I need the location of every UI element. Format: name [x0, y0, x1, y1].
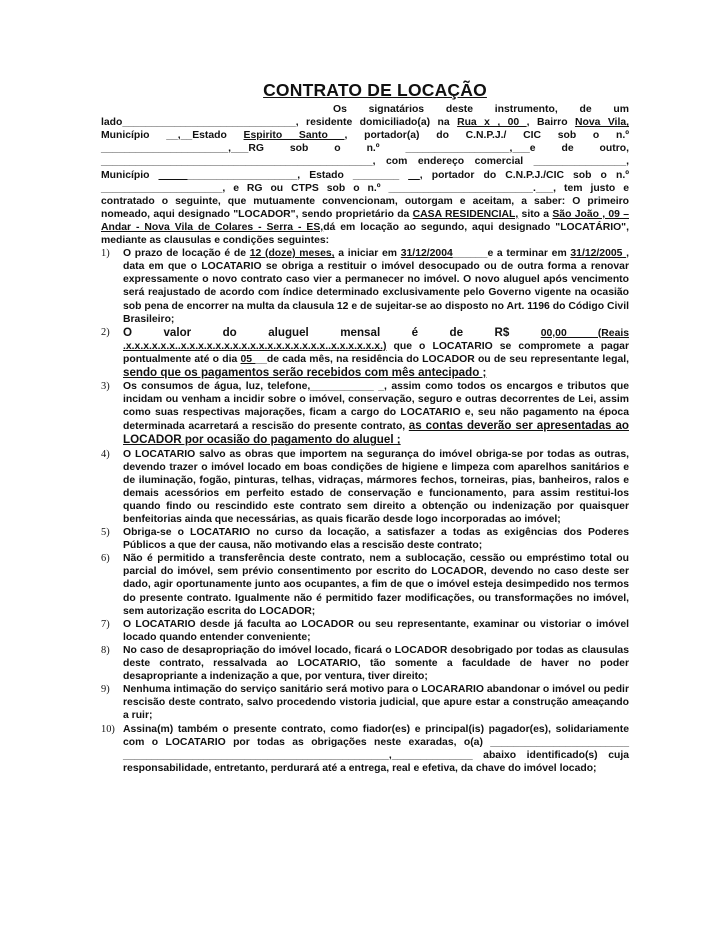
filled-field: 05	[240, 353, 256, 365]
clause-number: 1)	[101, 248, 110, 260]
text-run: __de cada mês, na residência do LOCADOR ou de seu representante legal,	[255, 353, 629, 365]
text-run: Obriga-se o LOCATARIO no curso da locação, a satisfazer a todas as exigências dos Poderes Públicos a que der causa, não motivando elas a rescisão deste contrato;	[123, 527, 629, 552]
clause-number: 8)	[101, 644, 110, 656]
filled-field: Nova Vila,	[574, 117, 629, 129]
filled-field: CASA RESIDENCIAL,	[412, 208, 519, 220]
text-run: ___________________, Estado ________	[187, 169, 409, 181]
clause-number: 6)	[101, 553, 110, 565]
clause-number: 9)	[101, 684, 110, 696]
text-run: dá em locação ao segundo, aqui designado "LOCATÁRIO", mediante as clausulas e condições seguintes:	[101, 221, 629, 247]
clause-number: 4)	[101, 448, 110, 460]
clause-item	[101, 380, 629, 447]
text-run: sito a	[518, 208, 553, 220]
text-run: ______e a terminar em	[452, 248, 571, 260]
filled-field: sendo que os pagamentos serão recebidos com mês antecipado ;	[123, 365, 487, 379]
clause-number: 10)	[101, 723, 115, 735]
text-run: Os consumos de água, luz, telefone,___________ _, assim como todos os encargos e tributos que incidam ou venham a incidir sobre o imóvel, conservação, seguro e outras decorrentes de Lei, assim como suas respectivas majorações, ficam a cargo do LOCATARIO e, seu não pagamento na época determinada acarretará a rescisão do presente contrato,	[123, 381, 629, 433]
clause-number: 3)	[101, 381, 110, 393]
clause-item	[101, 552, 629, 617]
intro-paragraph	[101, 103, 629, 247]
text-run: Não é permitido a transferência deste contrato, nem a sublocação, cessão ou empréstimo total ou parcial do imóvel, sem prévio consentimento por escrito do LOCADOR, devendo no caso deste ser dado, agir oportunamente junto aos ocupantes, a fim de que o imóvel esteja desimpedido nos termos do presente contrato. Igualmente não é permitido fazer modificações, ou transformações no imóvel, sem autorização escrita do LOCADOR;	[123, 553, 629, 617]
text-run: Município __,__Estado	[101, 130, 244, 142]
text-run: Os signatários deste instrumento, de um lado______________________________, residente domiciliado(a) na	[101, 104, 629, 129]
clause-number: 2)	[101, 326, 110, 338]
clause-number: 7)	[101, 618, 110, 630]
text-run: , Bairro	[526, 117, 575, 129]
text-run: , portador do C.N.P.J./CIC sob o n.º _____________________, e RG ou CTPS sob o n.º _________________________.___, tem justo e contratado o seguinte, que mutuamente convencionam, outorgam e aceitam, a saber: O primeiro nomeado, aqui designado "LOCADOR", sendo proprietário da	[101, 169, 629, 220]
clause-item	[101, 618, 629, 644]
text-run: O valor do aluguel mensal é de R$	[123, 325, 541, 339]
text-run: O LOCATARIO desde já faculta ao LOCADOR ou seu representante, examinar ou vistoriar o imóvel locado quando entender conveniente;	[123, 618, 629, 643]
filled-field: São João , 09 – Andar - Nova Vila de Colares - Serra - ES,	[101, 208, 629, 233]
clause-item	[101, 326, 629, 380]
text-run: a iniciar em	[334, 248, 401, 260]
clause-number: 5)	[101, 527, 110, 539]
filled-field: 31/12/2005	[570, 248, 627, 260]
text-run: Nenhuma intimação do serviço sanitário será motivo para o LOCARARIO abandonar o imóvel ou pedir rescisão deste contrato, salvo procedendo vistoria judicial, que apure estar a construção ameaçando a ruir;	[123, 684, 629, 722]
filled-field: _____	[158, 169, 188, 181]
clause-item	[101, 448, 629, 527]
clause-item	[101, 683, 629, 722]
text-run: O LOCATARIO salvo as obras que importem na segurança do imóvel obriga-se por todas as outras, devendo trazer o imóvel locado em boas condições de higiene e limpeza com aparelhos sanitários e de iluminação, fogão, pinturas, telhas, vidraças, mármores fechos, torneiras, pias, banheiros, ralos e demais acessórios em perfeito estado de conservação e funcionamento, para assim restitui-los quando findo ou rescindido este contrato sem direito a obtenção ou indenização por quaisquer benfeitorias ainda que necessárias, as quais ficarão desde logo incorporadas ao imóvel;	[123, 448, 629, 525]
document-title: CONTRATO DE LOCAÇÃO	[263, 80, 487, 100]
text-run: , portador(a) do C.N.P.J./ CIC sob o n.º ______________________,___RG sob o n.º __________________,___e de outro, _______________________________________________, com endereço comercial ________________, Município	[101, 130, 629, 181]
text-run: No caso de desapropriação do imóvel locado, ficará o LOCADOR desobrigado por todas as clausulas deste contrato, ressalvada ao LOCATARIO, tão somente a faculdade de haver no poder desapropriante a indenização a que, por ventura, tiver direito;	[123, 644, 629, 683]
clause-item	[101, 247, 629, 326]
filled-field: as contas deverão ser apresentadas ao LOCADOR por ocasião do pagamento do aluguel ;	[123, 419, 629, 447]
text-run: O prazo de locação é de	[123, 248, 250, 260]
filled-field: 31/12/2004	[400, 248, 453, 260]
filled-field: Espirito Santo	[243, 130, 345, 142]
clause-item	[101, 526, 629, 552]
clause-list	[101, 247, 629, 775]
contract-page	[101, 82, 629, 775]
filled-field: 12 (doze) meses,	[249, 248, 335, 260]
filled-field: 00,00 (Reais .x.x.x.x.x.x..x.x.x.x.x.x.x.x.x.x.x.x.x.x.x.x.x..x.x.x.x.x.x.)	[123, 327, 630, 352]
text-run: , data em que o LOCATARIO se obriga a restituir o imóvel desocupado ou de outra forma a renovar expressamente o novo contrato caso vier a permanecer no imóvel. O novo aluguel após vencimento será reajustado de acordo com índice determinado exclusivamente pelo Governo vigente na ocasião sob pena de encorrer na multa da clausula 12 e de sujeitar-se ao disposto no Art. 1196 do Código Civil Brasileiro;	[123, 248, 630, 325]
clause-item	[101, 644, 629, 683]
clause-item	[101, 723, 629, 775]
filled-field: __	[408, 169, 420, 181]
text-run: Assina(m) também o presente contrato, como fiador(es) e principal(is) pagador(es), solidariamente com o LOCATARIO por todas as obrigações neste exaradas, o(a) ________________________ ______________________________________________,______________ abaixo identificado(s) cuja responsabilidade, entretanto, perdurará até a entrega, real e efetiva, da chave do imóvel locado;	[123, 723, 629, 774]
filled-field: Rua x , 00	[457, 117, 527, 129]
text-run: que o LOCATARIO se compromete a pagar pontualmente até o dia	[123, 340, 629, 365]
